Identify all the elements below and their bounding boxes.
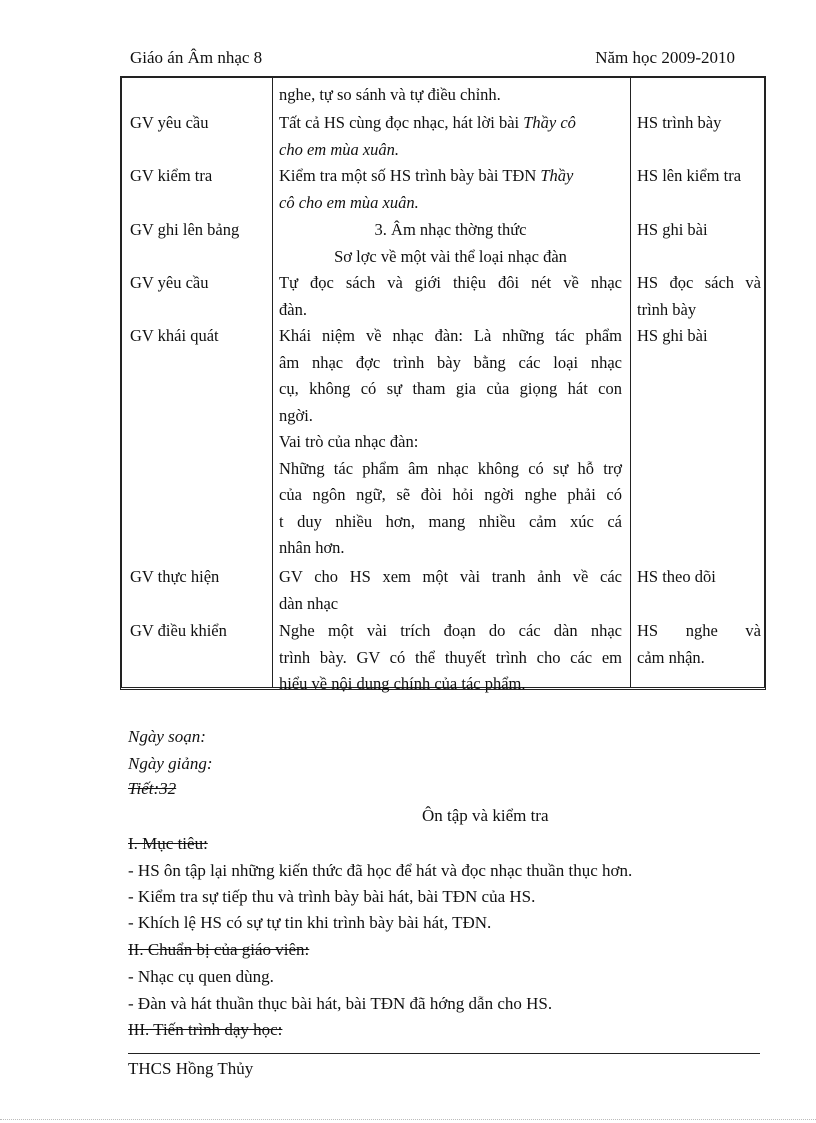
table-cell: Tự đọc sách và giới thiệu đôi nét về nhạc	[279, 273, 622, 292]
lesson-title: Ôn tập và kiểm tra	[422, 806, 549, 825]
table-cell-teacher: GV ghi lên bảng	[130, 220, 240, 239]
page-edge-dotted-line	[0, 1119, 816, 1120]
table-cell: Nghe một vài trích đoạn do các dàn nhạc	[279, 621, 622, 640]
footer-school: THCS Hồng Thủy	[128, 1059, 254, 1078]
section-subheading: Sơ lợc về một vài thể loại nhạc đàn	[334, 246, 567, 266]
list-item: - Khích lệ HS có sự tự tin khi trình bày bài hát, TĐN.	[128, 913, 492, 932]
page-header	[130, 48, 735, 72]
tiet-number: Tiết:32	[128, 779, 177, 798]
list-item: - HS ôn tập lại những kiến thức đã học để hát và đọc nhạc thuần thục hơn.	[128, 861, 633, 880]
table-cell: cô cho em mùa xuân.	[279, 192, 419, 212]
table-cell: nghe, tự so sánh và tự điều chỉnh.	[279, 85, 501, 104]
table-cell-student: HS ghi bài	[637, 220, 708, 239]
section-chuan-bi: II. Chuẩn bị của giáo viên:	[128, 940, 310, 959]
section-muc-tieu: I. Mục tiêu:	[128, 834, 208, 853]
table-cell-student: HS trình bày	[637, 113, 722, 132]
table-cell-teacher: GV yêu cầu	[130, 113, 209, 132]
table-cell: đàn.	[279, 299, 307, 319]
table-cell: cụ, không có sự tham gia của giọng hát con	[279, 379, 622, 398]
lesson-table	[120, 76, 766, 693]
table-cell-student: cảm nhận.	[637, 647, 705, 667]
table-cell-teacher: GV kiểm tra	[130, 166, 213, 185]
table-cell: nhân hơn.	[279, 538, 345, 557]
section-tien-trinh: III. Tiến trình dạy học:	[128, 1020, 283, 1039]
column-divider	[630, 78, 631, 687]
column-divider	[272, 78, 273, 687]
table-cell-student: HS nghe và	[637, 621, 761, 640]
table-cell-student: HS theo dõi	[637, 567, 716, 586]
list-item: - Kiểm tra sự tiếp thu và trình bày bài hát, bài TĐN của HS.	[128, 887, 536, 906]
list-item: - Đàn và hát thuần thục bài hát, bài TĐN đã hớng dẫn cho HS.	[128, 994, 553, 1013]
table-cell: âm nhạc đợc trình bày bằng các loại nhạc	[279, 352, 622, 372]
table-cell: trình bày. GV có thể thuyết trình cho các em	[279, 647, 622, 667]
table-cell: hiểu về nội dung chính của tác phẩm.	[279, 674, 526, 693]
ngay-giang: Ngày giảng:	[128, 754, 213, 773]
table-cell: dàn nhạc	[279, 593, 339, 613]
table-cell-teacher: GV điều khiển	[130, 621, 227, 640]
table-cell: của ngôn ngữ, sẽ đòi hỏi ngời nghe phải có	[279, 485, 622, 504]
table-cell-student: HS ghi bài	[637, 326, 708, 345]
table-cell: cho em mùa xuân.	[279, 139, 400, 159]
list-item: - Nhạc cụ quen dùng.	[128, 967, 274, 986]
table-cell-teacher: GV yêu cầu	[130, 273, 209, 292]
table-cell-teacher: GV khái quát	[130, 326, 219, 345]
header-right: Năm học 2009-2010	[595, 48, 735, 67]
header-left: Giáo án Âm nhạc 8	[130, 48, 263, 67]
table-cell-student: trình bày	[637, 299, 697, 319]
table-cell-student: HS lên kiểm tra	[637, 166, 742, 185]
footer-rule	[128, 1053, 760, 1054]
table-cell: GV cho HS xem một vài tranh ảnh về các	[279, 567, 622, 586]
table-cell: ngời.	[279, 405, 313, 425]
table-cell-teacher: GV thực hiện	[130, 567, 220, 586]
ngay-soan: Ngày soạn:	[128, 727, 206, 746]
table-cell-student: HS đọc sách và	[637, 273, 761, 292]
table-cell: Vai trò của nhạc đàn:	[279, 432, 419, 451]
table-cell: Tất cả HS cùng đọc nhạc, hát lời bài Thầy cô	[279, 113, 576, 132]
table-cell: Những tác phẩm âm nhạc không có sự hỗ trợ	[279, 458, 622, 478]
table-cell: Kiểm tra một số HS trình bày bài TĐN Thầy	[279, 166, 574, 185]
table-cell: t duy nhiều hơn, mang nhiều cảm xúc cá	[279, 511, 622, 531]
section-heading: 3. Âm nhạc thờng thức	[374, 220, 527, 239]
table-cell: Khái niệm về nhạc đàn: Là những tác phẩm	[279, 326, 622, 345]
